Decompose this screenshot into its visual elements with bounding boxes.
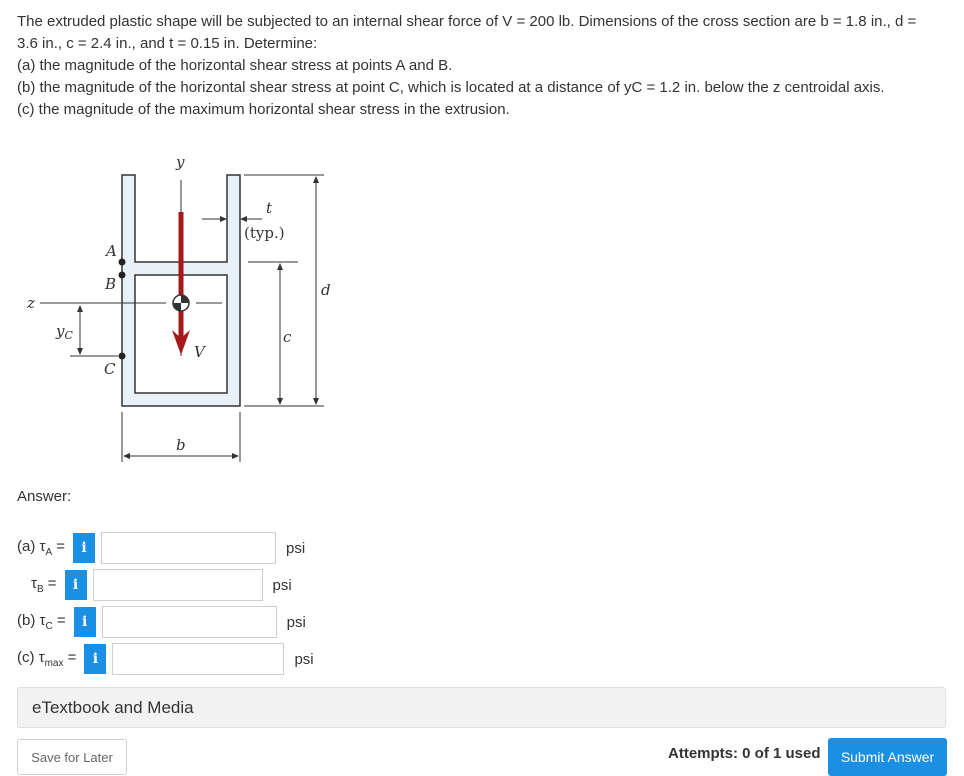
submit-answer-button[interactable]: Submit Answer	[828, 738, 947, 776]
problem-statement	[17, 11, 952, 121]
point-c-dot	[119, 353, 126, 360]
yc-label: $y_C$	[56, 322, 73, 342]
tau-c-label: (b) $\tau_C$ =	[17, 612, 66, 632]
problem-line-3: (a) the magnitude of the horizontal shear stress at points A and B.	[17, 57, 453, 74]
v-label: V	[194, 343, 205, 361]
save-for-later-button[interactable]: Save for Later	[17, 739, 127, 775]
answer-heading: Answer:	[17, 488, 72, 505]
t-label: t	[266, 199, 273, 217]
c-label: c	[283, 328, 292, 346]
tau-b-label: $\tau_B$ =	[31, 575, 57, 595]
tau-a-input[interactable]	[101, 532, 276, 564]
typ-label: (typ.)	[244, 224, 285, 242]
cross-section-figure	[0, 140, 360, 470]
etextbook-media-panel[interactable]: eTextbook and Media	[17, 687, 946, 728]
tau-a-label: (a) $\tau_A$ =	[17, 538, 66, 558]
tau-b-input[interactable]	[93, 569, 263, 601]
point-a-label: A	[106, 242, 117, 260]
tau-max-label: (c) $\tau_{max}$ =	[17, 649, 77, 669]
answer-row-tau-max	[17, 642, 314, 676]
point-c-label: C	[104, 360, 116, 378]
problem-line-1: The extruded plastic shape will be subjected to an internal shear force of V = 200 lb. Dimensions of the cross section are b = 1.8 in., d =	[17, 13, 917, 30]
info-icon[interactable]: i	[73, 533, 95, 563]
info-icon[interactable]: i	[84, 644, 106, 674]
tau-c-unit: psi	[286, 613, 306, 631]
attempts-counter: Attempts: 0 of 1 used	[668, 745, 821, 762]
answer-row-tau-a	[17, 531, 305, 565]
answer-row-tau-c	[17, 605, 306, 639]
tau-c-input[interactable]	[102, 606, 277, 638]
point-a-dot	[119, 259, 126, 266]
b-label: b	[176, 436, 186, 454]
point-b-dot	[119, 272, 126, 279]
problem-line-5: (c) the magnitude of the maximum horizontal shear stress in the extrusion.	[17, 101, 510, 118]
d-label: d	[321, 281, 331, 299]
info-icon[interactable]: i	[65, 570, 87, 600]
tau-max-unit: psi	[294, 650, 314, 668]
tau-max-input[interactable]	[112, 643, 284, 675]
info-icon[interactable]: i	[74, 607, 96, 637]
tau-b-unit: psi	[272, 576, 292, 594]
problem-line-2: 3.6 in., c = 2.4 in., and t = 0.15 in. Determine:	[17, 35, 318, 52]
z-axis-label: z	[27, 294, 35, 312]
problem-line-4: (b) the magnitude of the horizontal shear stress at point C, which is located at a distance of yC = 1.2 in. below the z centroidal axis.	[17, 79, 885, 96]
answer-row-tau-b	[31, 568, 292, 602]
tau-a-unit: psi	[286, 539, 306, 557]
y-axis-label: y	[176, 153, 185, 171]
point-b-label: B	[105, 275, 117, 293]
